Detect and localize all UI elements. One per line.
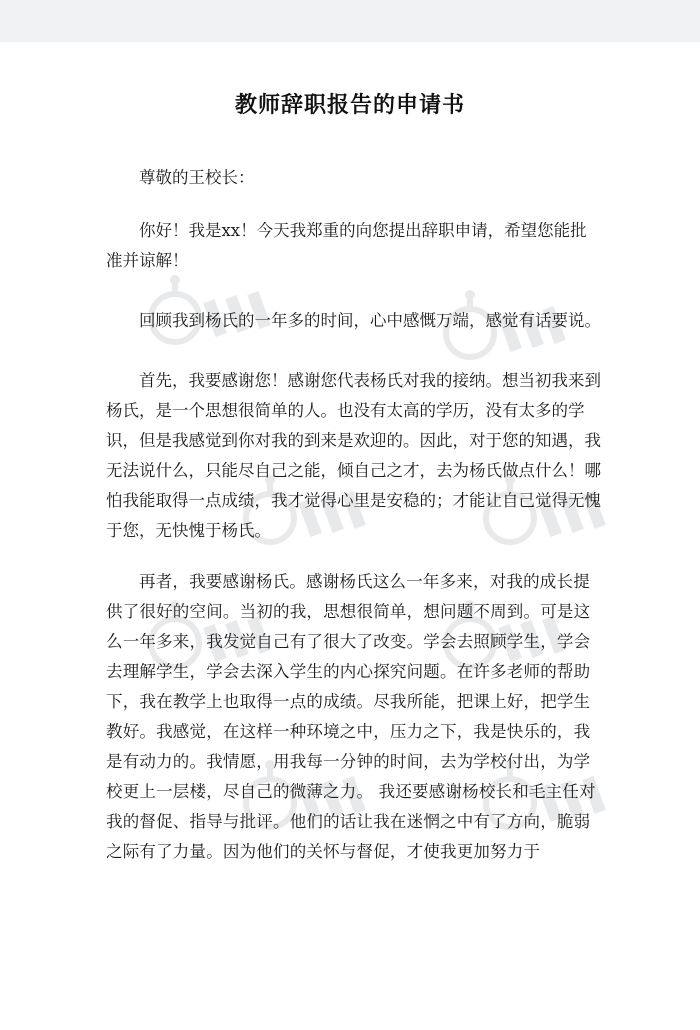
- greeting: 尊敬的王校长：: [139, 168, 255, 187]
- top-bar: [0, 0, 700, 42]
- document-title: 教师辞职报告的申请书: [234, 92, 465, 118]
- paragraph-1: 你好！我是xx！今天我郑重的向您提出辞职申请，希望您能批准并谅解！: [106, 221, 587, 270]
- paragraph-4: 再者，我要感谢杨氏。感谢杨氏这么一年多来，对我的成长提供了很好的空间。当初的我，思想很简单，想问题不周到。可是这么一年多来，我发觉自己有了很大了改变。学会去照顾学生，学会去理解学生，学会去深入学生的内心探究问题。在许多老师的帮助下，我在教学上也取得一点的成绩。尽我所能，把课上好，把学生教好。我感觉，在这样一种环境之中，压力之下，我是快乐的，我是有动力的。我情愿，用我每一分钟的时间，去为学校付出，为学校更上一层楼，尽自己的微薄之力。 我还要感谢杨校长和毛主任对我的督促、指导与批评。他们的话让我在迷惘之中有了方向，脆弱之际有了力量。因为他们的关怀与督促，才使我更加努力于: [106, 572, 596, 861]
- paragraph-3: 首先，我要感谢您！感谢您代表杨氏对我的接纳。想当初我来到杨氏，是一个思想很简单的人。也没有太高的学历，没有太多的学识，但是我感觉到你对我的到来是欢迎的。因此，对于您的知遇，我无法说什么，只能尽自己之能，倾自己之才，去为杨氏做点什么！哪怕我能取得一点成绩，我才觉得心里是安稳的；才能让自己觉得无愧于您，无快愧于杨氏。: [106, 371, 601, 540]
- paragraph-2: 回顾我到杨氏的一年多的时间，心中感慨万端，感觉有话要说。: [139, 311, 601, 330]
